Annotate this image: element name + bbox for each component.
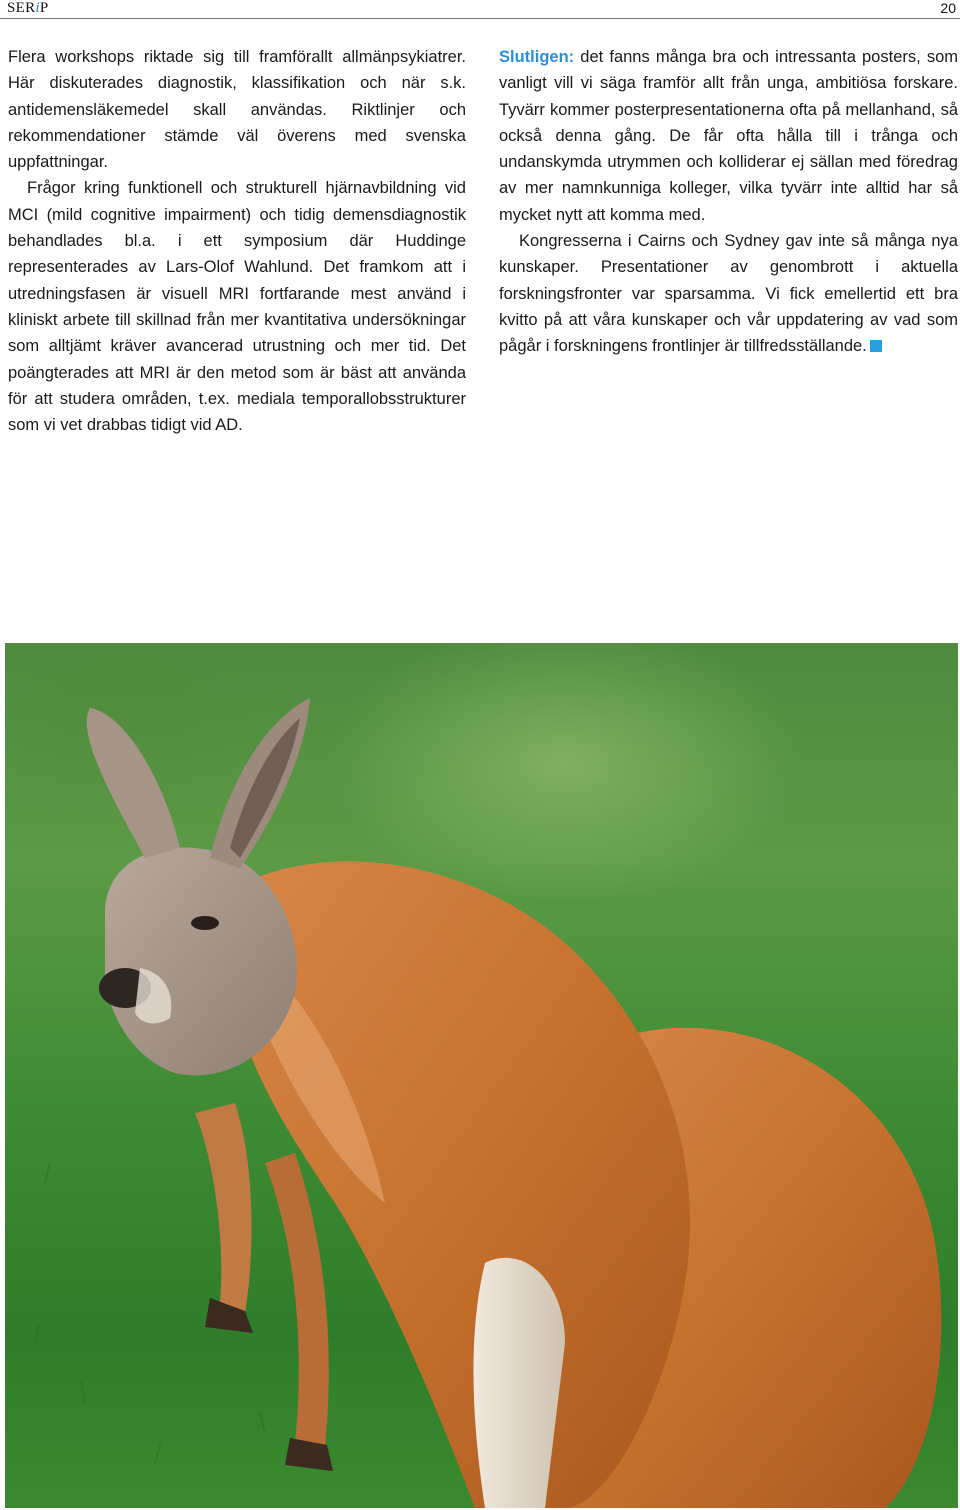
kangaroo-foreleg-right: [265, 1153, 329, 1448]
brand-suffix: P: [39, 0, 49, 16]
left-column: [8, 44, 466, 438]
brand-prefix: SER: [7, 0, 36, 16]
kangaroo-ear-left: [87, 708, 180, 858]
right-column: [499, 44, 958, 360]
right-paragraph-2-text: Kongresserna i Cairns och Sydney gav inte så många nya kunskaper. Presentationer av genombrott i aktuella forskningsfronter var sparsamma. Vi fick emellertid ett bra kvitto på att våra kunskaper och vår uppdatering av vad som pågår i forskningens frontlinjer är tillfredsställande.: [499, 232, 958, 356]
left-paragraph-1: Flera workshops riktade sig till framförallt allmänpsykiatrer. Här diskuterades diagnostik, klassifikation och när s.k. antidemensläkemedel skall användas. Riktlinjer och rekommendationer stämde väl överens med svenska uppfattningar.: [8, 48, 466, 172]
right-paragraph-2: [499, 228, 958, 359]
kangaroo-foreleg-left: [195, 1103, 252, 1313]
kangaroo-illustration: [5, 643, 958, 1508]
brand-accent: i: [35, 0, 40, 16]
page-number: 20: [940, 0, 956, 16]
kangaroo-eye: [191, 916, 219, 930]
kangaroo-photo: [5, 643, 958, 1508]
page-header: [0, 0, 960, 19]
lead-in-heading: Slutligen:: [499, 48, 575, 66]
blue-square-icon: [870, 340, 882, 352]
right-paragraph-1-text: det fanns många bra och intressanta posters, som vanligt vill vi säga framför allt från unga, ambitiösa forskare. Tyvärr kommer posterpresentationerna ofta på mellanhand, så också denna gång. De får ofta hålla till i trånga och undanskymda utrymmen och kolliderar ej sällan med föredrag av mer namnkunniga kolleger, vilka tyvärr inte alltid har så mycket nytt att komma med.: [499, 48, 958, 224]
left-paragraph-2: Frågor kring funktionell och strukturell hjärnavbildning vid MCI (mild cognitive impairment) och tidig demensdiagnostik behandlades bl.a. i ett symposium där Huddinge representerades av Lars-Olof Wahlund. Det framkom att i utredningsfasen är visuell MRI fortfarande mest använd i kliniskt arbete till skillnad från mer kvantitativa undersökningar som alltjämt kräver avancerad utrustning och mer tid. Det poängterades att MRI är den metod som är bäst att använda för att studera områden, t.ex. mediala temporallobsstrukturer som vi vet drabbas tidigt vid AD.: [8, 179, 466, 435]
right-paragraph-1: [499, 44, 958, 228]
brand-logo: [7, 0, 49, 17]
kangaroo-paw-right: [285, 1438, 333, 1471]
